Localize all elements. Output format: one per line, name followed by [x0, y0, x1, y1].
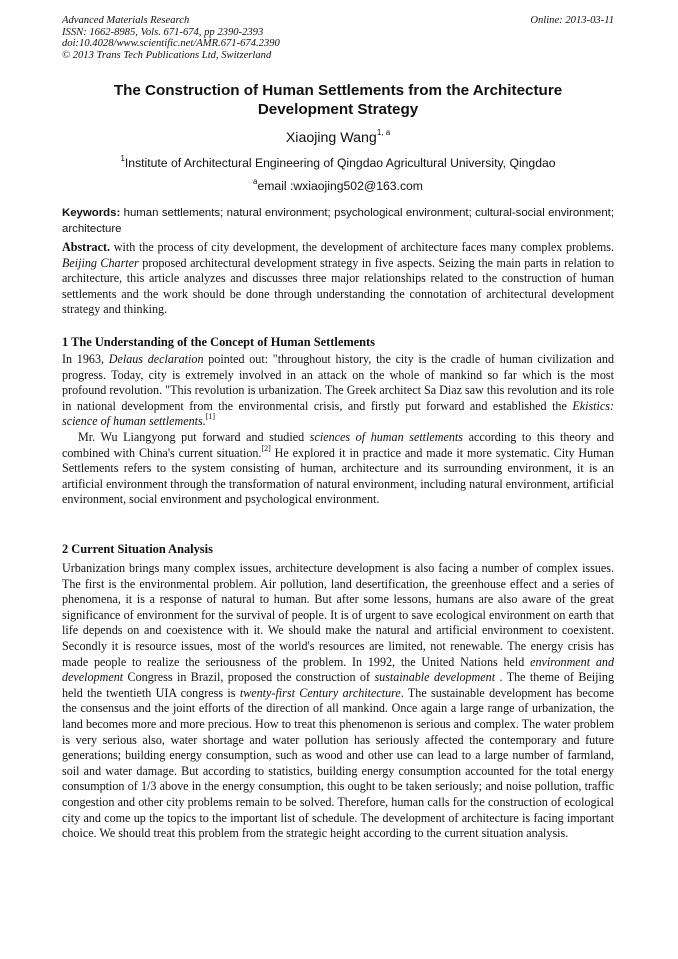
- author: [62, 129, 614, 147]
- s2p1-italic-21st-century: twenty-first Century architecture: [239, 685, 401, 700]
- s1p1-italic-declaration: Delaus declaration: [108, 352, 204, 366]
- keywords-label: Keywords:: [62, 207, 121, 219]
- s1p1-italic-ekistics: Ekistics: science of human settlements.: [62, 398, 614, 429]
- copyright-line: © 2013 Trans Tech Publications Ltd, Switzerland: [62, 49, 272, 61]
- author-name: Xiaojing Wang: [285, 130, 377, 146]
- title-line-1: The Construction of Human Settlements from the Architecture: [113, 82, 563, 99]
- section-1-paragraph-2: [62, 430, 614, 508]
- abstract: [62, 240, 614, 318]
- section-2-paragraph-1: [62, 561, 614, 842]
- s2p1-italic-env-dev: environment and development: [62, 654, 614, 685]
- keywords: [62, 206, 614, 237]
- affiliation-sup: 1: [120, 153, 125, 163]
- s2p1-text-d: . The sustainable development has become the consensus and the joint efforts of the direction of all mankind. Once again a large range of urbanization, the land becomes more and more precious. How to treat this phenomenon is serious and complex. The water problem is very serious also, water shortage and water pollution has seriously affected the contemporary and future generations; building energy consumption, such as wood and other use can lead to a large number of farmland, soil and water damage. But according to statistics, building energy consumption accounted for the total energy consumption of 1/3 above in the energy consumption, this ought to be taken seriously; and noise pollution, traffic congestion and other city problems remain to be solved. Therefore, human calls for the construction of ecological city and come up the topics to the important list of schedule. The development of architecture is facing important choice. We should treat this problem from the strategic height according to the current situation analysis.: [62, 685, 614, 841]
- s1p2-text-a: Mr. Wu Liangyong put forward and studied: [78, 429, 305, 444]
- s1p2-italic-sciences: sciences of human settlements: [309, 429, 463, 444]
- journal-header: [62, 15, 614, 61]
- paper-title: [62, 81, 614, 119]
- s2p1-text-c: . The theme of Beijing held the twentieth UIA congress is: [62, 670, 614, 700]
- s1p2-text-c: He explored it in practice and made it more systematic. City Human Settlements refers to the system consisting of human, architecture and its surrounding environment, it is an artificial environment through the transformation of natural environment, including natural environment, artificial environment, social environment and psychological environment.: [62, 445, 614, 507]
- keywords-text: human settlements; natural environment; psychological environment; cultural-social environment; architecture: [62, 207, 615, 235]
- abstract-italic-charter: Beijing Charter: [62, 255, 139, 270]
- affiliation-text: Institute of Architectural Engineering of Qingdao Agricultural University, Qingdao: [124, 156, 556, 170]
- s2p1-italic-sustainable: sustainable development: [374, 670, 496, 685]
- abstract-text-1: with the process of city development, the development of architecture faces many complex problems.: [113, 240, 614, 254]
- email-text: email :wxiaojing502@163.com: [257, 179, 423, 193]
- citation-2: [2]: [261, 443, 271, 453]
- journal-name: Advanced Materials Research: [62, 15, 190, 26]
- section-1-paragraph-1: [62, 352, 614, 430]
- section-2-heading: 2 Current Situation Analysis: [62, 542, 213, 556]
- title-line-2: Development Strategy: [257, 101, 419, 118]
- email-sup: a: [253, 176, 258, 186]
- s2p1-text-a: Urbanization brings many complex issues, architecture development is also facing a number of complex issues. The first is the environmental problem. Air pollution, land desertification, the greenhouse effect and a series of phenomena, it is a response of natural to human. But after some lessons, humans are also aware of the great significance of environment for the survival of people. It is of urgent to save ecological environment on earth that life depends on and coexistence with it. We should make the natural and artificial environment to coexistent. Secondly it is resource issues, most of the world's resources are limited, not renewable. The energy crisis has made people to realize the seriousness of the problem. In 1992, the United Nations held: [62, 561, 614, 669]
- doi-line: doi:10.4028/www.scientific.net/AMR.671-674.2390: [62, 38, 280, 50]
- email: [62, 178, 614, 194]
- abstract-text-2: proposed architectural development strategy in five aspects. Seizing the main parts in relation to architecture, this article analyzes and discusses three major relationships related to the construction of human settlements and the work should be done through understanding the connotation of architectural development strategy and thinking.: [62, 255, 614, 317]
- s2p1-text-b: Congress in Brazil, proposed the construction of: [127, 670, 371, 685]
- section-2-body: [62, 561, 614, 842]
- abstract-label: Abstract.: [62, 240, 111, 254]
- affiliation: [62, 155, 614, 171]
- author-sup: 1, a: [376, 128, 391, 138]
- issn-line: ISSN: 1662-8985, Vols. 671-674, pp 2390-2393: [62, 26, 264, 38]
- online-date: Online: 2013-03-11: [530, 15, 614, 26]
- section-1-body: [62, 352, 614, 508]
- section-1-heading: 1 The Understanding of the Concept of Human Settlements: [62, 335, 375, 349]
- s1p2-text-b: according to this theory and combined with China's current situation.: [62, 429, 614, 460]
- s1p1-text-a: In 1963,: [62, 352, 105, 366]
- s1p1-text-b: pointed out: "throughout history, the city is the cradle of human civilization and progress. Today, city is extremely involved in an attack on the whole of mankind so far which is the most profound revolution. "This revolution is urbanization. The Greek architect Sa Diaz saw this revolution and its role in national development from the environmental crisis, and firstly put forward and established the: [62, 352, 615, 413]
- citation-1: [1]: [205, 412, 216, 422]
